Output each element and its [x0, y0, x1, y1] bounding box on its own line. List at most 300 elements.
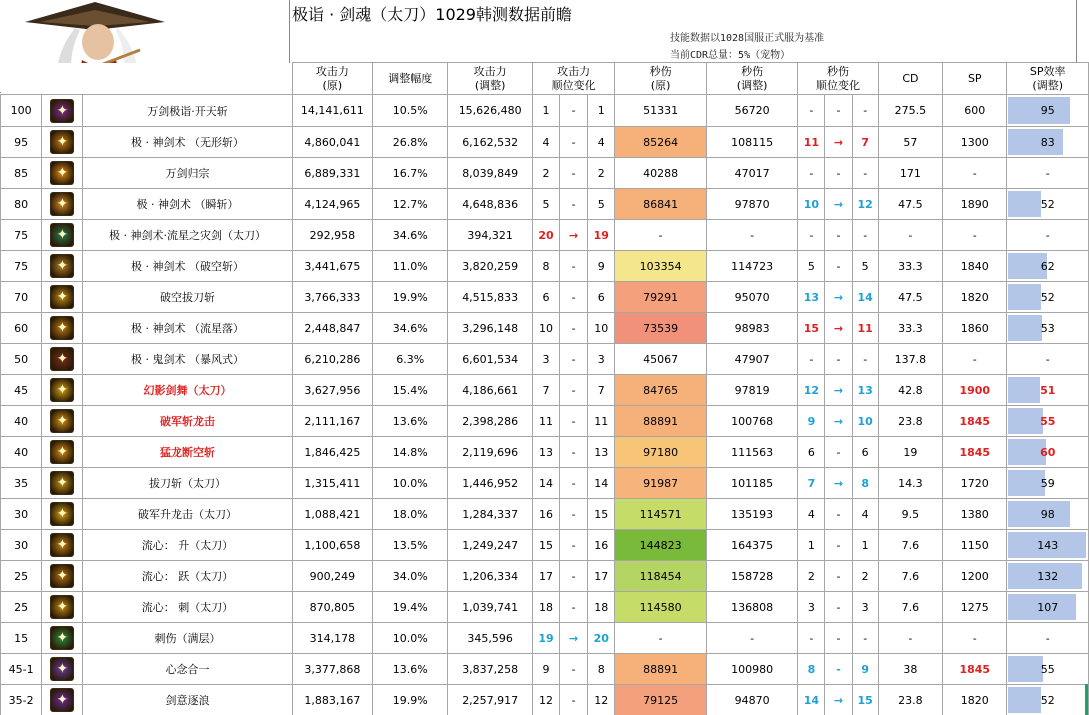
- adjust-pct[interactable]: 34.6%: [373, 313, 448, 344]
- atk-rank-from[interactable]: 11: [532, 406, 559, 437]
- dps-orig[interactable]: 85264: [615, 127, 707, 158]
- adjust-pct[interactable]: 19.9%: [373, 282, 448, 313]
- dps-rank-to[interactable]: 9: [852, 654, 878, 685]
- adjust-pct[interactable]: 26.8%: [373, 127, 448, 158]
- skill-name[interactable]: 极 · 神剑术 （流星落）: [83, 313, 292, 344]
- atk-rank-from[interactable]: 12: [532, 685, 559, 715]
- icon-cell[interactable]: [42, 561, 83, 592]
- dps-adj[interactable]: 47017: [706, 158, 798, 189]
- atk-rank-to[interactable]: 13: [588, 437, 615, 468]
- dps-rank-to[interactable]: 2: [852, 561, 878, 592]
- dps-rank-from[interactable]: -: [798, 344, 825, 375]
- level-cell[interactable]: 95: [1, 127, 42, 158]
- dps-orig[interactable]: 97180: [615, 437, 707, 468]
- dps-rank-arrow[interactable]: →: [825, 189, 852, 220]
- icon-cell[interactable]: [42, 406, 83, 437]
- atk-rank-from[interactable]: 6: [532, 282, 559, 313]
- atk-orig[interactable]: 3,627,956: [292, 375, 372, 406]
- atk-adj[interactable]: 3,820,259: [448, 251, 532, 282]
- atk-rank-to[interactable]: 9: [588, 251, 615, 282]
- skill-name[interactable]: 极 · 神剑术 （破空斩）: [83, 251, 292, 282]
- atk-adj[interactable]: 2,119,696: [448, 437, 532, 468]
- level-cell[interactable]: 15: [1, 623, 42, 654]
- atk-rank-from[interactable]: 20: [532, 220, 559, 251]
- atk-rank-to[interactable]: 12: [588, 685, 615, 715]
- dps-orig[interactable]: 88891: [615, 406, 707, 437]
- sp-cell[interactable]: 1150: [943, 530, 1007, 561]
- adjust-pct[interactable]: 12.7%: [373, 189, 448, 220]
- atk-rank-to[interactable]: 15: [588, 499, 615, 530]
- cd-cell[interactable]: -: [878, 623, 942, 654]
- atk-rank-from[interactable]: 13: [532, 437, 559, 468]
- icon-cell[interactable]: [42, 282, 83, 313]
- skill-name[interactable]: 破军斩龙击: [83, 406, 292, 437]
- dps-rank-arrow[interactable]: -: [825, 592, 852, 623]
- sp-efficiency[interactable]: [1007, 375, 1089, 406]
- level-cell[interactable]: 70: [1, 282, 42, 313]
- sp-cell[interactable]: 1845: [943, 654, 1007, 685]
- atk-adj[interactable]: 1,249,247: [448, 530, 532, 561]
- atk-rank-to[interactable]: 1: [588, 95, 615, 127]
- atk-orig[interactable]: 870,805: [292, 592, 372, 623]
- dps-rank-from[interactable]: 2: [798, 561, 825, 592]
- icon-cell[interactable]: [42, 127, 83, 158]
- dps-rank-to[interactable]: 12: [852, 189, 878, 220]
- atk-rank-to[interactable]: 8: [588, 654, 615, 685]
- atk-rank-to[interactable]: 10: [588, 313, 615, 344]
- atk-orig[interactable]: 4,124,965: [292, 189, 372, 220]
- dps-adj[interactable]: 135193: [706, 499, 798, 530]
- sp-efficiency[interactable]: [1007, 313, 1089, 344]
- dps-adj[interactable]: 100768: [706, 406, 798, 437]
- atk-rank-arrow[interactable]: -: [560, 468, 588, 499]
- skill-name[interactable]: 流心： 刺（太刀）: [83, 592, 292, 623]
- atk-rank-to[interactable]: 18: [588, 592, 615, 623]
- sp-efficiency[interactable]: [1007, 623, 1089, 654]
- icon-cell[interactable]: [42, 654, 83, 685]
- skill-name[interactable]: 刺伤（满层）: [83, 623, 292, 654]
- atk-rank-arrow[interactable]: -: [560, 282, 588, 313]
- dps-rank-arrow[interactable]: →: [825, 313, 852, 344]
- dps-orig[interactable]: 84765: [615, 375, 707, 406]
- icon-cell[interactable]: [42, 592, 83, 623]
- level-cell[interactable]: 80: [1, 189, 42, 220]
- atk-rank-to[interactable]: 14: [588, 468, 615, 499]
- sp-efficiency[interactable]: [1007, 654, 1089, 685]
- atk-adj[interactable]: 394,321: [448, 220, 532, 251]
- sp-efficiency[interactable]: [1007, 561, 1089, 592]
- atk-rank-to[interactable]: 19: [588, 220, 615, 251]
- cd-cell[interactable]: 7.6: [878, 561, 942, 592]
- dps-orig[interactable]: 91987: [615, 468, 707, 499]
- dps-orig[interactable]: 103354: [615, 251, 707, 282]
- icon-cell[interactable]: [42, 468, 83, 499]
- atk-orig[interactable]: 1,100,658: [292, 530, 372, 561]
- sp-cell[interactable]: 1720: [943, 468, 1007, 499]
- icon-cell[interactable]: [42, 189, 83, 220]
- level-cell[interactable]: 30: [1, 530, 42, 561]
- cd-cell[interactable]: 7.6: [878, 592, 942, 623]
- atk-rank-to[interactable]: 2: [588, 158, 615, 189]
- skill-name[interactable]: 万剑归宗: [83, 158, 292, 189]
- dps-rank-arrow[interactable]: -: [825, 654, 852, 685]
- icon-cell[interactable]: [42, 344, 83, 375]
- cd-cell[interactable]: 23.8: [878, 685, 942, 715]
- dps-adj[interactable]: 97819: [706, 375, 798, 406]
- dps-rank-to[interactable]: 7: [852, 127, 878, 158]
- dps-adj[interactable]: 98983: [706, 313, 798, 344]
- dps-rank-from[interactable]: 1: [798, 530, 825, 561]
- icon-cell[interactable]: [42, 437, 83, 468]
- atk-rank-arrow[interactable]: -: [560, 499, 588, 530]
- dps-rank-from[interactable]: 14: [798, 685, 825, 715]
- atk-rank-from[interactable]: 2: [532, 158, 559, 189]
- dps-adj[interactable]: 164375: [706, 530, 798, 561]
- atk-adj[interactable]: 15,626,480: [448, 95, 532, 127]
- atk-orig[interactable]: 1,883,167: [292, 685, 372, 715]
- dps-rank-to[interactable]: -: [852, 344, 878, 375]
- dps-adj[interactable]: 114723: [706, 251, 798, 282]
- icon-cell[interactable]: [42, 375, 83, 406]
- dps-rank-to[interactable]: -: [852, 623, 878, 654]
- atk-adj[interactable]: 1,446,952: [448, 468, 532, 499]
- level-cell[interactable]: 25: [1, 561, 42, 592]
- sp-cell[interactable]: -: [943, 220, 1007, 251]
- dps-orig[interactable]: 88891: [615, 654, 707, 685]
- atk-rank-from[interactable]: 4: [532, 127, 559, 158]
- dps-rank-to[interactable]: 13: [852, 375, 878, 406]
- icon-cell[interactable]: [42, 251, 83, 282]
- sp-cell[interactable]: 1820: [943, 685, 1007, 715]
- atk-rank-from[interactable]: 19: [532, 623, 559, 654]
- atk-rank-arrow[interactable]: -: [560, 654, 588, 685]
- atk-rank-to[interactable]: 20: [588, 623, 615, 654]
- skill-name[interactable]: 极 · 神剑术 （无形斩）: [83, 127, 292, 158]
- adjust-pct[interactable]: 19.4%: [373, 592, 448, 623]
- atk-rank-from[interactable]: 14: [532, 468, 559, 499]
- cd-cell[interactable]: 275.5: [878, 95, 942, 127]
- level-cell[interactable]: 40: [1, 437, 42, 468]
- sp-cell[interactable]: 1890: [943, 189, 1007, 220]
- atk-adj[interactable]: 2,257,917: [448, 685, 532, 715]
- level-cell[interactable]: 40: [1, 406, 42, 437]
- sp-cell[interactable]: 1820: [943, 282, 1007, 313]
- atk-rank-arrow[interactable]: -: [560, 158, 588, 189]
- atk-orig[interactable]: 6,889,331: [292, 158, 372, 189]
- level-cell[interactable]: 30: [1, 499, 42, 530]
- atk-orig[interactable]: 1,088,421: [292, 499, 372, 530]
- atk-rank-from[interactable]: 1: [532, 95, 559, 127]
- dps-rank-to[interactable]: 4: [852, 499, 878, 530]
- atk-adj[interactable]: 1,206,334: [448, 561, 532, 592]
- atk-orig[interactable]: 1,846,425: [292, 437, 372, 468]
- atk-orig[interactable]: 6,210,286: [292, 344, 372, 375]
- level-cell[interactable]: 75: [1, 220, 42, 251]
- atk-rank-from[interactable]: 7: [532, 375, 559, 406]
- skill-name[interactable]: 极 · 神剑术·流星之灾剑（太刀）: [83, 220, 292, 251]
- dps-rank-arrow[interactable]: -: [825, 220, 852, 251]
- sp-cell[interactable]: -: [943, 344, 1007, 375]
- atk-adj[interactable]: 3,837,258: [448, 654, 532, 685]
- dps-orig[interactable]: 79291: [615, 282, 707, 313]
- level-cell[interactable]: 25: [1, 592, 42, 623]
- cd-cell[interactable]: 7.6: [878, 530, 942, 561]
- dps-rank-to[interactable]: 3: [852, 592, 878, 623]
- adjust-pct[interactable]: 13.6%: [373, 406, 448, 437]
- icon-cell[interactable]: [42, 623, 83, 654]
- cd-cell[interactable]: 42.8: [878, 375, 942, 406]
- sp-efficiency[interactable]: [1007, 468, 1089, 499]
- skill-name[interactable]: 极 · 鬼剑术 （暴风式）: [83, 344, 292, 375]
- dps-rank-from[interactable]: 13: [798, 282, 825, 313]
- dps-rank-to[interactable]: 15: [852, 685, 878, 715]
- dps-rank-from[interactable]: 6: [798, 437, 825, 468]
- level-cell[interactable]: 35-2: [1, 685, 42, 715]
- sp-efficiency[interactable]: [1007, 437, 1089, 468]
- atk-rank-to[interactable]: 16: [588, 530, 615, 561]
- atk-rank-to[interactable]: 11: [588, 406, 615, 437]
- dps-rank-arrow[interactable]: -: [825, 499, 852, 530]
- atk-rank-to[interactable]: 5: [588, 189, 615, 220]
- dps-orig[interactable]: 51331: [615, 95, 707, 127]
- atk-rank-from[interactable]: 16: [532, 499, 559, 530]
- adjust-pct[interactable]: 18.0%: [373, 499, 448, 530]
- cd-cell[interactable]: 137.8: [878, 344, 942, 375]
- atk-rank-arrow[interactable]: -: [560, 561, 588, 592]
- dps-adj[interactable]: -: [706, 220, 798, 251]
- dps-orig[interactable]: 118454: [615, 561, 707, 592]
- sp-efficiency[interactable]: [1007, 592, 1089, 623]
- dps-rank-to[interactable]: 10: [852, 406, 878, 437]
- dps-rank-arrow[interactable]: →: [825, 282, 852, 313]
- dps-adj[interactable]: 47907: [706, 344, 798, 375]
- dps-rank-from[interactable]: 4: [798, 499, 825, 530]
- dps-rank-from[interactable]: -: [798, 95, 825, 127]
- sp-cell[interactable]: 1275: [943, 592, 1007, 623]
- sp-cell[interactable]: 1845: [943, 406, 1007, 437]
- atk-rank-arrow[interactable]: -: [560, 437, 588, 468]
- dps-rank-from[interactable]: 8: [798, 654, 825, 685]
- cd-cell[interactable]: 57: [878, 127, 942, 158]
- dps-adj[interactable]: 111563: [706, 437, 798, 468]
- atk-orig[interactable]: 2,448,847: [292, 313, 372, 344]
- dps-rank-to[interactable]: 6: [852, 437, 878, 468]
- dps-rank-to[interactable]: -: [852, 158, 878, 189]
- dps-rank-arrow[interactable]: -: [825, 530, 852, 561]
- sp-efficiency[interactable]: [1007, 685, 1089, 715]
- atk-orig[interactable]: 14,141,611: [292, 95, 372, 127]
- atk-orig[interactable]: 292,958: [292, 220, 372, 251]
- skill-name[interactable]: 万剑极诣·开天斩: [83, 95, 292, 127]
- dps-adj[interactable]: 56720: [706, 95, 798, 127]
- atk-rank-to[interactable]: 6: [588, 282, 615, 313]
- icon-cell[interactable]: [42, 313, 83, 344]
- dps-orig[interactable]: 79125: [615, 685, 707, 715]
- skill-name[interactable]: 幻影剑舞（太刀）: [83, 375, 292, 406]
- level-cell[interactable]: 60: [1, 313, 42, 344]
- sp-efficiency[interactable]: [1007, 530, 1089, 561]
- sp-efficiency[interactable]: [1007, 344, 1089, 375]
- adjust-pct[interactable]: 14.8%: [373, 437, 448, 468]
- cd-cell[interactable]: 14.3: [878, 468, 942, 499]
- atk-rank-arrow[interactable]: -: [560, 685, 588, 715]
- sp-cell[interactable]: 600: [943, 95, 1007, 127]
- dps-rank-from[interactable]: 7: [798, 468, 825, 499]
- atk-rank-arrow[interactable]: -: [560, 251, 588, 282]
- dps-rank-from[interactable]: 10: [798, 189, 825, 220]
- atk-rank-to[interactable]: 3: [588, 344, 615, 375]
- level-cell[interactable]: 35: [1, 468, 42, 499]
- atk-rank-from[interactable]: 15: [532, 530, 559, 561]
- atk-rank-arrow[interactable]: →: [560, 623, 588, 654]
- adjust-pct[interactable]: 34.6%: [373, 220, 448, 251]
- dps-rank-arrow[interactable]: -: [825, 437, 852, 468]
- sp-cell[interactable]: 1840: [943, 251, 1007, 282]
- sp-efficiency[interactable]: [1007, 499, 1089, 530]
- atk-rank-arrow[interactable]: -: [560, 313, 588, 344]
- adjust-pct[interactable]: 10.5%: [373, 95, 448, 127]
- atk-orig[interactable]: 3,441,675: [292, 251, 372, 282]
- adjust-pct[interactable]: 11.0%: [373, 251, 448, 282]
- sp-cell[interactable]: 1200: [943, 561, 1007, 592]
- atk-adj[interactable]: 345,596: [448, 623, 532, 654]
- icon-cell[interactable]: [42, 685, 83, 715]
- dps-orig[interactable]: 114571: [615, 499, 707, 530]
- skill-name[interactable]: 破空拔刀斩: [83, 282, 292, 313]
- atk-rank-arrow[interactable]: -: [560, 189, 588, 220]
- dps-adj[interactable]: 97870: [706, 189, 798, 220]
- cd-cell[interactable]: 9.5: [878, 499, 942, 530]
- dps-rank-to[interactable]: 8: [852, 468, 878, 499]
- dps-rank-from[interactable]: -: [798, 623, 825, 654]
- atk-adj[interactable]: 6,601,534: [448, 344, 532, 375]
- level-cell[interactable]: 45-1: [1, 654, 42, 685]
- adjust-pct[interactable]: 15.4%: [373, 375, 448, 406]
- atk-orig[interactable]: 2,111,167: [292, 406, 372, 437]
- cd-cell[interactable]: 47.5: [878, 189, 942, 220]
- skill-name[interactable]: 拔刀斩（太刀）: [83, 468, 292, 499]
- adjust-pct[interactable]: 13.6%: [373, 654, 448, 685]
- icon-cell[interactable]: [42, 530, 83, 561]
- dps-rank-arrow[interactable]: →: [825, 685, 852, 715]
- dps-orig[interactable]: 73539: [615, 313, 707, 344]
- sp-cell[interactable]: -: [943, 158, 1007, 189]
- dps-rank-arrow[interactable]: -: [825, 95, 852, 127]
- adjust-pct[interactable]: 19.9%: [373, 685, 448, 715]
- atk-rank-arrow[interactable]: -: [560, 592, 588, 623]
- atk-orig[interactable]: 900,249: [292, 561, 372, 592]
- atk-rank-to[interactable]: 4: [588, 127, 615, 158]
- dps-rank-arrow[interactable]: -: [825, 158, 852, 189]
- dps-rank-to[interactable]: -: [852, 220, 878, 251]
- cd-cell[interactable]: -: [878, 220, 942, 251]
- skill-name[interactable]: 猛龙断空斩: [83, 437, 292, 468]
- atk-adj[interactable]: 8,039,849: [448, 158, 532, 189]
- atk-adj[interactable]: 3,296,148: [448, 313, 532, 344]
- dps-rank-arrow[interactable]: →: [825, 375, 852, 406]
- dps-rank-to[interactable]: 11: [852, 313, 878, 344]
- cd-cell[interactable]: 47.5: [878, 282, 942, 313]
- dps-orig[interactable]: 86841: [615, 189, 707, 220]
- dps-rank-arrow[interactable]: →: [825, 127, 852, 158]
- sp-cell[interactable]: 1380: [943, 499, 1007, 530]
- sp-efficiency[interactable]: [1007, 220, 1089, 251]
- adjust-pct[interactable]: 13.5%: [373, 530, 448, 561]
- atk-rank-from[interactable]: 5: [532, 189, 559, 220]
- atk-rank-arrow[interactable]: -: [560, 375, 588, 406]
- atk-adj[interactable]: 1,284,337: [448, 499, 532, 530]
- sp-efficiency[interactable]: [1007, 158, 1089, 189]
- atk-rank-from[interactable]: 17: [532, 561, 559, 592]
- dps-adj[interactable]: 94870: [706, 685, 798, 715]
- dps-adj[interactable]: 95070: [706, 282, 798, 313]
- level-cell[interactable]: 100: [1, 95, 42, 127]
- dps-rank-arrow[interactable]: -: [825, 344, 852, 375]
- sp-cell[interactable]: 1300: [943, 127, 1007, 158]
- atk-adj[interactable]: 4,515,833: [448, 282, 532, 313]
- level-cell[interactable]: 85: [1, 158, 42, 189]
- dps-rank-from[interactable]: 15: [798, 313, 825, 344]
- cd-cell[interactable]: 19: [878, 437, 942, 468]
- dps-orig[interactable]: -: [615, 623, 707, 654]
- dps-adj[interactable]: 101185: [706, 468, 798, 499]
- atk-rank-from[interactable]: 3: [532, 344, 559, 375]
- atk-rank-arrow[interactable]: -: [560, 95, 588, 127]
- adjust-pct[interactable]: 10.0%: [373, 623, 448, 654]
- atk-rank-to[interactable]: 17: [588, 561, 615, 592]
- dps-rank-arrow[interactable]: →: [825, 468, 852, 499]
- sp-efficiency[interactable]: [1007, 95, 1089, 127]
- level-cell[interactable]: 50: [1, 344, 42, 375]
- dps-adj[interactable]: 158728: [706, 561, 798, 592]
- atk-rank-arrow[interactable]: -: [560, 127, 588, 158]
- dps-adj[interactable]: -: [706, 623, 798, 654]
- atk-orig[interactable]: 314,178: [292, 623, 372, 654]
- adjust-pct[interactable]: 6.3%: [373, 344, 448, 375]
- dps-rank-from[interactable]: 12: [798, 375, 825, 406]
- dps-orig[interactable]: 45067: [615, 344, 707, 375]
- dps-rank-to[interactable]: 5: [852, 251, 878, 282]
- atk-rank-arrow[interactable]: →: [560, 220, 588, 251]
- sp-cell[interactable]: -: [943, 623, 1007, 654]
- dps-rank-from[interactable]: -: [798, 158, 825, 189]
- dps-adj[interactable]: 100980: [706, 654, 798, 685]
- atk-adj[interactable]: 4,648,836: [448, 189, 532, 220]
- dps-rank-from[interactable]: 11: [798, 127, 825, 158]
- atk-adj[interactable]: 4,186,661: [448, 375, 532, 406]
- dps-rank-arrow[interactable]: -: [825, 623, 852, 654]
- atk-orig[interactable]: 1,315,411: [292, 468, 372, 499]
- atk-rank-from[interactable]: 9: [532, 654, 559, 685]
- dps-adj[interactable]: 108115: [706, 127, 798, 158]
- atk-rank-arrow[interactable]: -: [560, 344, 588, 375]
- sp-efficiency[interactable]: [1007, 189, 1089, 220]
- cd-cell[interactable]: 171: [878, 158, 942, 189]
- atk-orig[interactable]: 4,860,041: [292, 127, 372, 158]
- dps-rank-arrow[interactable]: -: [825, 561, 852, 592]
- level-cell[interactable]: 45: [1, 375, 42, 406]
- sp-efficiency[interactable]: [1007, 406, 1089, 437]
- atk-orig[interactable]: 3,766,333: [292, 282, 372, 313]
- skill-name[interactable]: 极 · 神剑术 （瞬斩）: [83, 189, 292, 220]
- dps-rank-from[interactable]: 5: [798, 251, 825, 282]
- dps-rank-arrow[interactable]: →: [825, 406, 852, 437]
- dps-orig[interactable]: 114580: [615, 592, 707, 623]
- skill-name[interactable]: 剑意逐浪: [83, 685, 292, 715]
- dps-rank-to[interactable]: 14: [852, 282, 878, 313]
- skill-name[interactable]: 流心： 跃（太刀）: [83, 561, 292, 592]
- adjust-pct[interactable]: 34.0%: [373, 561, 448, 592]
